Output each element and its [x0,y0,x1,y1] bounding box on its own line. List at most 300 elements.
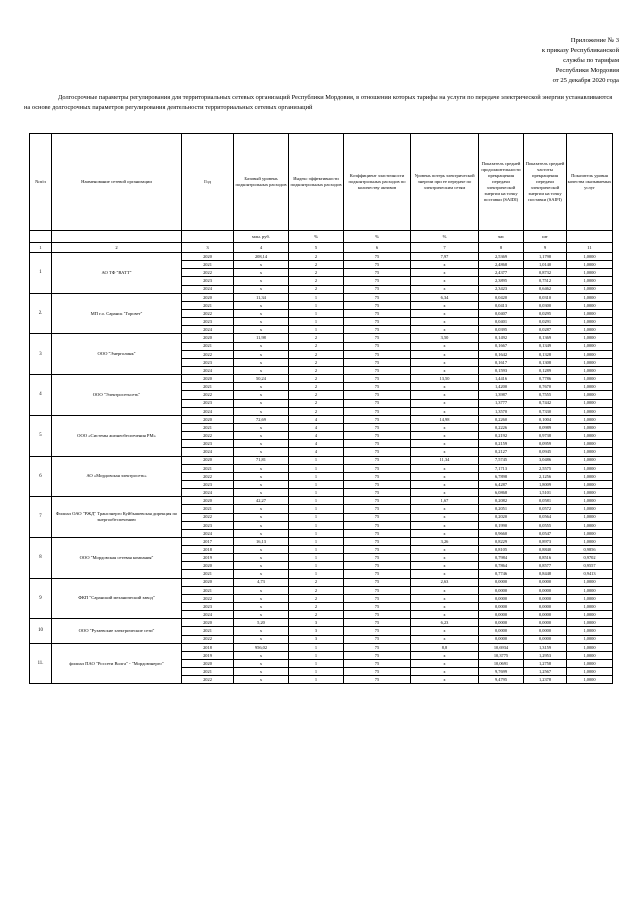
table-cell: 1,0000 [567,415,613,423]
table-cell: 75 [344,651,411,659]
table-cell: 0,0945 [524,448,567,456]
table-row [30,456,613,464]
table-cell: х [411,651,479,659]
table-cell: 0,0000 [479,611,524,619]
table-cell: 0,7864 [479,562,524,570]
table-cell: х [411,350,479,358]
column-number: 9 [524,243,567,253]
table-cell: 75 [344,358,411,366]
table-cell: х [234,660,289,668]
table-cell: х [234,676,289,684]
table-cell: 1 [289,676,344,684]
table-cell: 2 [289,342,344,350]
table-cell: 1,0000 [567,253,613,261]
table-cell: х [234,277,289,285]
table-cell: 75 [344,277,411,285]
table-cell: х [234,611,289,619]
table-cell: 0,0000 [479,603,524,611]
table-cell: 1 [289,668,344,676]
table-cell: 1,0000 [567,375,613,383]
organization-name: ФКП "Саранский механический завод" [52,578,182,619]
row-number: 6 [30,456,52,497]
table-cell: 75 [344,537,411,545]
unit-cell [567,231,613,243]
table-cell: 0,0547 [524,529,567,537]
table-cell: 75 [344,578,411,586]
table-cell: х [234,366,289,374]
table-cell: 2021 [182,261,234,269]
table-cell: х [411,261,479,269]
table-cell: х [234,489,289,497]
table-cell: 0,8516 [524,554,567,562]
table-row [30,578,613,586]
table-cell: 1,0000 [567,480,613,488]
table-cell: 0,7330 [524,407,567,415]
table-cell: 4 [289,415,344,423]
table-cell: 3,0486 [524,456,567,464]
table-cell: 75 [344,366,411,374]
table-cell: 2023 [182,521,234,529]
table-cell: 1,0000 [567,309,613,317]
table-cell: 1,0000 [567,261,613,269]
table-cell: 2023 [182,277,234,285]
table-row [30,619,613,627]
table-cell: 0,7786 [524,375,567,383]
table-cell: 75 [344,480,411,488]
header-cell: Базовый уровень подконтрольных расходов [234,134,289,231]
table-cell: 75 [344,293,411,301]
table-cell: 0,0401 [479,318,524,326]
table-cell: 2 [289,611,344,619]
table-cell: 75 [344,529,411,537]
table-cell: х [234,326,289,334]
table-cell: х [234,505,289,513]
row-number: 7 [30,497,52,538]
table-cell: х [234,529,289,537]
table-cell: 8,8 [411,643,479,651]
table-cell: х [234,513,289,521]
unit-cell [182,231,234,243]
organization-name: АО «Мордовская электросеть» [52,456,182,497]
table-cell: 1,2378 [524,676,567,684]
table-cell: 2,4868 [479,261,524,269]
table-cell: 1,0000 [567,513,613,521]
table-cell: х [411,562,479,570]
table-cell: х [234,350,289,358]
table-cell: 2020 [182,619,234,627]
table-cell: 0,0310 [524,293,567,301]
table-cell: 2023 [182,399,234,407]
table-cell: 75 [344,603,411,611]
table-cell: 2 [289,578,344,586]
table-cell: х [234,480,289,488]
table-cell: х [234,358,289,366]
table-cell: 2 [289,391,344,399]
table-cell: 0,0000 [479,586,524,594]
table-cell: 1,0000 [567,676,613,684]
table-cell: х [411,269,479,277]
table-cell: 1 [289,546,344,554]
table-cell: 0,9660 [479,529,524,537]
table-cell: 2021 [182,464,234,472]
table-cell: 1,0000 [567,660,613,668]
table-cell: 1 [289,554,344,562]
table-cell: 1,0000 [567,668,613,676]
table-cell: х [234,448,289,456]
table-cell: 2018 [182,643,234,651]
unit-cell [52,231,182,243]
row-number: 9 [30,578,52,619]
header-cell: Год [182,134,234,231]
header-cell: Показатель средней продолжительности прекращения передачи электрической энергии на точку поставки (SAIDI) [479,134,524,231]
table-cell: х [234,554,289,562]
table-cell: 0,6462 [524,285,567,293]
table-cell: х [411,660,479,668]
table-cell: 2021 [182,570,234,578]
table-cell: 1,4416 [479,375,524,383]
table-cell: х [411,464,479,472]
parameters-table [29,133,613,684]
table-cell: 1,0000 [567,472,613,480]
table-cell: х [234,399,289,407]
table-cell: х [234,318,289,326]
table-cell: 0,7984 [479,554,524,562]
table-cell: 2 [289,261,344,269]
table-cell: 75 [344,432,411,440]
table-cell: 0,2082 [479,497,524,505]
table-cell: 0,0000 [524,619,567,627]
table-cell: 2021 [182,342,234,350]
column-number: 7 [411,243,479,253]
table-cell: 1 [289,529,344,537]
table-cell: 1,0000 [567,643,613,651]
table-cell: 0,0295 [524,309,567,317]
table-cell: 75 [344,456,411,464]
table-cell: х [411,603,479,611]
table-cell: 11,34 [411,456,479,464]
table-cell: 0,2127 [479,448,524,456]
table-cell: 1,0000 [567,594,613,602]
table-cell: 1 [289,293,344,301]
table-cell: 0,1308 [524,358,567,366]
row-number: 3 [30,334,52,375]
table-cell: х [411,407,479,415]
table-cell: х [411,529,479,537]
table-cell: 1 [289,464,344,472]
table-cell: 3,26 [411,537,479,545]
table-cell: 2024 [182,285,234,293]
column-number: 2 [52,243,182,253]
column-number: 5 [289,243,344,253]
table-cell: х [411,391,479,399]
table-cell: 2 [289,358,344,366]
table-cell: 0,2020 [479,513,524,521]
table-cell: 2021 [182,301,234,309]
organization-name: ООО "Рузаевские электрические сети" [52,619,182,643]
table-cell: 0,1617 [479,358,524,366]
table-cell: 75 [344,472,411,480]
table-cell: 0,2226 [479,423,524,431]
table-cell: х [411,285,479,293]
table-cell: 0,0000 [524,586,567,594]
table-cell: 0,9856 [567,546,613,554]
header-cell: Наименование сетевой организации [52,134,182,231]
table-cell: 0,1369 [524,334,567,342]
table-cell: х [411,627,479,635]
table-cell: 2021 [182,627,234,635]
table-cell: х [411,489,479,497]
organization-name: МП г.о. Саранск "Горсвет" [52,293,182,334]
table-cell: 1,3987 [479,391,524,399]
table-cell: х [234,440,289,448]
table-cell: 1,0000 [567,651,613,659]
appendix-line: службы по тарифам [563,57,619,64]
table-cell: 2022 [182,594,234,602]
table-cell: 0,8973 [524,537,567,545]
table-cell: 2 [289,285,344,293]
table-cell: 2,1256 [524,472,567,480]
table-cell: х [411,423,479,431]
table-cell: х [234,562,289,570]
table-cell: 75 [344,383,411,391]
table-cell: 0,0000 [479,627,524,635]
table-cell: 6,7898 [479,472,524,480]
table-cell: 4 [289,423,344,431]
table-cell: 1 [289,318,344,326]
table-cell: 0,1004 [524,415,567,423]
table-cell: 75 [344,643,411,651]
row-number: 5 [30,415,52,456]
table-row [30,537,613,545]
table-cell: 2020 [182,253,234,261]
table-cell: 7,5745 [479,456,524,464]
table-cell: х [234,342,289,350]
table-cell: 2,63 [411,578,479,586]
table-cell: х [411,594,479,602]
table-cell: 2021 [182,423,234,431]
table-cell: 1,0000 [567,407,613,415]
table-cell: 3 [289,627,344,635]
table-cell: 75 [344,285,411,293]
table-cell: 1,0000 [567,537,613,545]
table-cell: 0,7670 [524,383,567,391]
table-cell: 2017 [182,537,234,545]
table-cell: 1,0000 [567,423,613,431]
table-cell: 75 [344,253,411,261]
table-cell: 208,14 [234,253,289,261]
table-cell: 2022 [182,309,234,317]
table-cell: 1,0000 [567,391,613,399]
table-cell: 1 [289,301,344,309]
row-number: 1 [30,253,52,294]
table-cell: 1 [289,480,344,488]
table-cell: х [411,342,479,350]
organization-name: ООО «Системы жизнеобеспечения РМ» [52,415,182,456]
table-row [30,415,613,423]
table-cell: 1 [289,489,344,497]
table-cell: 2021 [182,505,234,513]
table-cell: 2019 [182,554,234,562]
appendix-line: Республики Мордовия [555,67,619,74]
table-cell: 1,0000 [567,432,613,440]
table-cell: 2020 [182,334,234,342]
table-cell: 1,0000 [567,301,613,309]
table-cell: 2,3423 [479,285,524,293]
table-cell: 2 [289,350,344,358]
table-cell: 1 [289,513,344,521]
table-cell: х [234,432,289,440]
table-cell: 2 [289,399,344,407]
table-cell: 0,1642 [479,350,524,358]
table-cell: 0,0000 [479,594,524,602]
table-cell: 0,0420 [479,293,524,301]
column-number: 6 [344,243,411,253]
table-cell: 1,2567 [524,668,567,676]
table-cell: 1,0000 [567,334,613,342]
column-number: 4 [234,243,289,253]
table-cell: 1 [289,521,344,529]
table-cell: 2022 [182,513,234,521]
table-cell: 6,0868 [479,489,524,497]
table-cell: х [411,668,479,676]
table-cell: 0,0000 [524,611,567,619]
table-cell: 1,0000 [567,358,613,366]
organization-name: АО ТФ "ВАТТ" [52,253,182,294]
table-cell: 2020 [182,375,234,383]
table-cell: 1,0000 [567,293,613,301]
table-cell: 1,0000 [567,383,613,391]
table-cell: 0,1990 [479,521,524,529]
table-cell: 1,0000 [567,611,613,619]
table-cell: 2024 [182,489,234,497]
table-cell: 1,0000 [567,399,613,407]
table-cell: х [411,277,479,285]
appendix-line: Приложение № 3 [570,37,619,44]
table-cell: 75 [344,570,411,578]
table-cell: 0,1328 [524,350,567,358]
table-cell: 1,0000 [567,489,613,497]
table-cell: 0,2159 [479,440,524,448]
table-cell: 2020 [182,562,234,570]
table-cell: х [234,668,289,676]
table-cell: 2023 [182,318,234,326]
table-cell: 1,0000 [567,619,613,627]
organization-name: Филиал ОАО "РЖД" Трансэнерго Куйбышевская дирекция по энергообеспечению [52,497,182,538]
table-cell: х [411,570,479,578]
table-cell: 75 [344,611,411,619]
row-number: 11. [30,643,52,684]
table-cell: 0,9557 [567,562,613,570]
table-cell: 4 [289,440,344,448]
column-numbers-row [30,243,613,253]
table-cell: 0,8577 [524,562,567,570]
table-cell: 1,0000 [567,440,613,448]
table-cell: х [234,261,289,269]
table-cell: 0,0287 [524,326,567,334]
table-cell: 2022 [182,391,234,399]
table-row [30,334,613,342]
table-cell: 0,0959 [524,440,567,448]
table-cell: х [411,358,479,366]
table-cell: 71,81 [234,456,289,464]
table-cell: 75 [344,676,411,684]
table-cell: 2018 [182,546,234,554]
table-cell: 0,9738 [524,432,567,440]
table-cell: 2 [289,253,344,261]
unit-cell: час [479,231,524,243]
table-cell: х [234,570,289,578]
table-cell: 0,2192 [479,432,524,440]
table-cell: 3,50 [411,334,479,342]
table-cell: 1 [289,309,344,317]
table-cell: 1,0000 [567,285,613,293]
table-cell: 1,3159 [524,643,567,651]
table-cell: 0,0000 [524,635,567,643]
table-cell: 2024 [182,407,234,415]
table-cell: 2,4377 [479,269,524,277]
unit-cell: % [289,231,344,243]
table-cell: 2020 [182,415,234,423]
table-cell: 1 [289,505,344,513]
table-cell: 75 [344,261,411,269]
table-cell: 2 [289,603,344,611]
table-cell: 4 [289,432,344,440]
table-cell: 10,6934 [479,643,524,651]
table-cell: 75 [344,489,411,497]
table-cell: 2 [289,586,344,594]
table-cell: 2,5369 [479,253,524,261]
table-cell: 1 [289,651,344,659]
table-cell: х [234,472,289,480]
table-cell: 2024 [182,448,234,456]
table-cell: 75 [344,440,411,448]
table-cell: 1,0000 [567,269,613,277]
table-cell: х [411,521,479,529]
table-cell: 2020 [182,660,234,668]
table-cell: 42,27 [234,497,289,505]
table-cell: 1,0000 [567,366,613,374]
organization-name: ООО "Энерголинк" [52,334,182,375]
table-cell: 0,0989 [524,423,567,431]
table-cell: х [411,513,479,521]
table-cell: 1,0000 [567,627,613,635]
header-cell: Показатель уровня качества оказываемых услуг [567,134,613,231]
table-cell: 1,0000 [567,448,613,456]
table-cell: 0,0000 [524,603,567,611]
table-cell: 1,0000 [567,464,613,472]
table-row [30,293,613,301]
header-cell: №п/п [30,134,52,231]
table-cell: 72,69 [234,415,289,423]
table-cell: х [234,407,289,415]
organization-name: филиал ПАО "Россети Волга" - "Мордовэнерго" [52,643,182,684]
table-cell: 1,0000 [567,529,613,537]
table-cell: 1 [289,643,344,651]
table-cell: 1 [289,562,344,570]
table-cell: 75 [344,326,411,334]
table-cell: 2023 [182,480,234,488]
table-cell: 2022 [182,635,234,643]
table-cell: 7,97 [411,253,479,261]
table-cell: 1,0000 [567,586,613,594]
table-cell: 2022 [182,432,234,440]
table-cell: 1,0140 [524,261,567,269]
table-cell: х [234,586,289,594]
table-row [30,253,613,261]
table-cell: 75 [344,554,411,562]
row-number: 4 [30,375,52,416]
table-cell: 0,1667 [479,342,524,350]
